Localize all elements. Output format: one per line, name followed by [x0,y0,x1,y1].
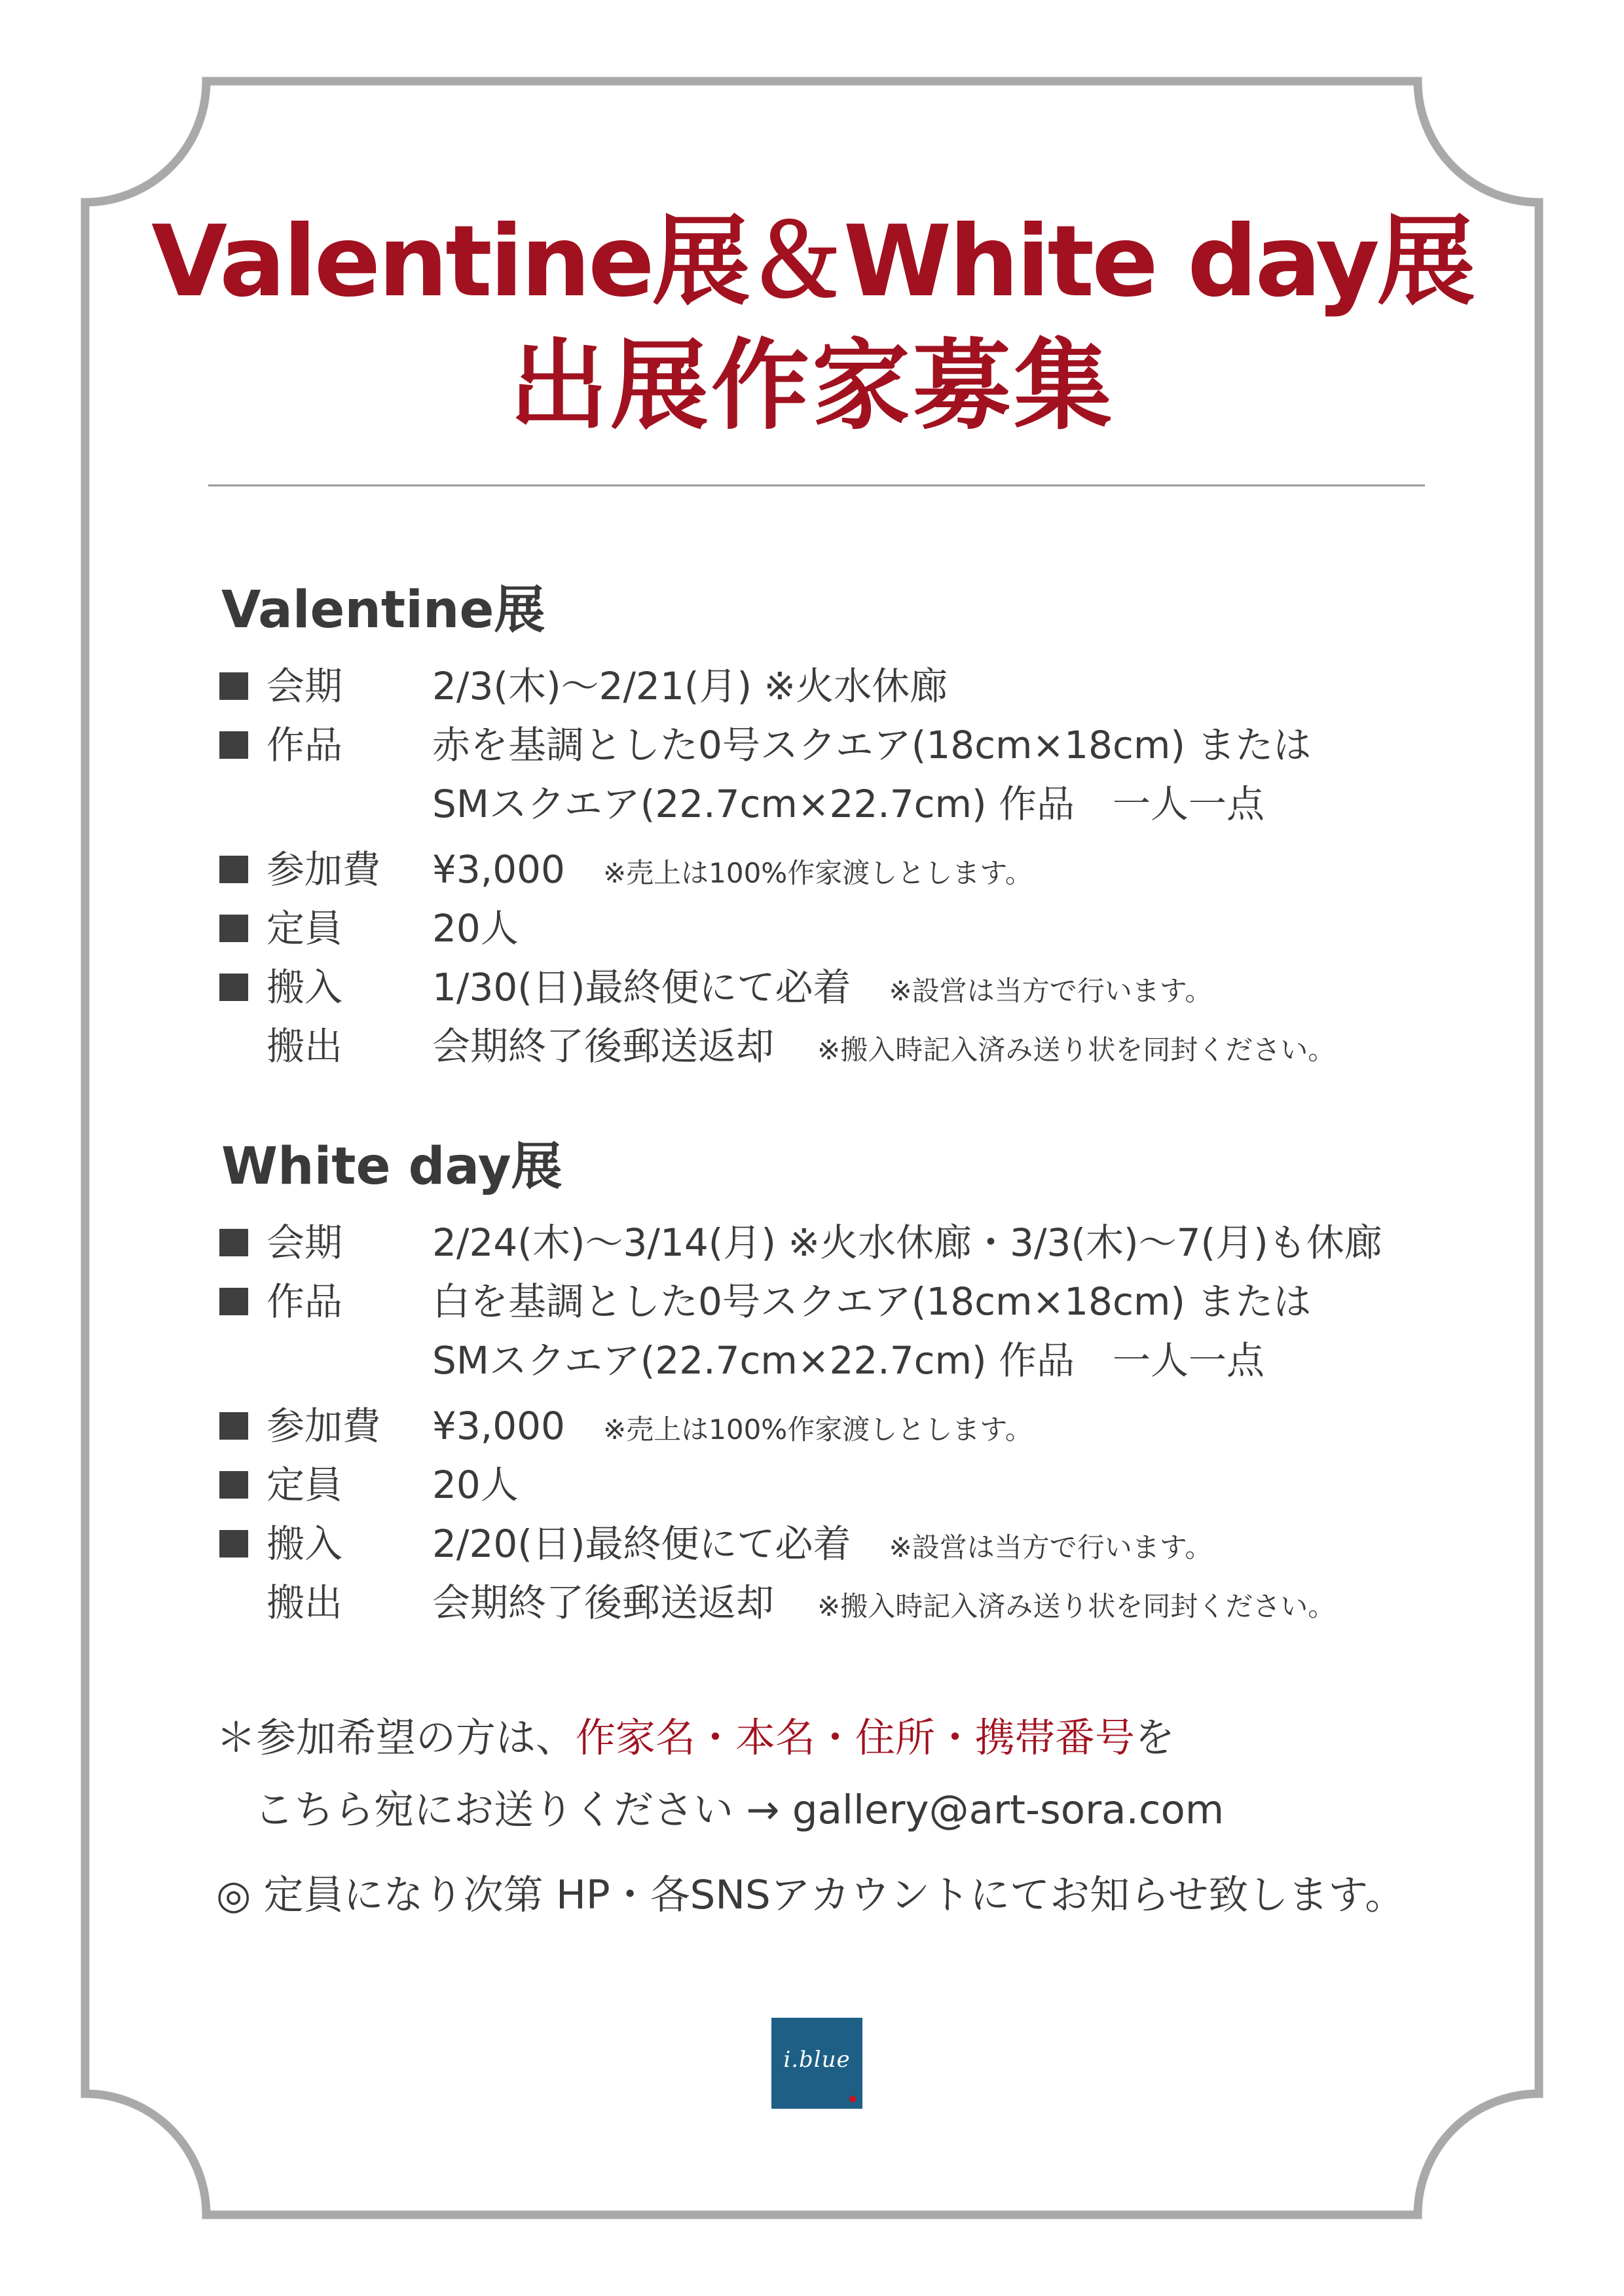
logo-dot-icon [849,2096,856,2102]
valentine-heading: Valentine展 [221,581,545,640]
page-subtitle: 出展作家募集 [509,329,1115,443]
works-label: 作品 [267,723,343,767]
bullet-square-icon [219,1229,248,1256]
period-label: 会期 [267,664,343,708]
bullet-square-icon [219,1471,248,1499]
return-value: 会期終了後郵送返却 [432,1024,775,1068]
gallery-logo [771,2018,862,2109]
return-label: 搬出 [267,1024,343,1068]
fee-value: ¥3,000 [432,847,565,892]
fee-note: ※売上は100%作家渡しとします。 [602,857,1033,889]
delivery-label: 搬入 [267,965,343,1010]
delivery-value: 1/30(日)最終便にて必着 [432,965,851,1010]
capacity-label: 定員 [267,906,343,951]
bullet-square-icon [219,731,248,759]
works-value-2: SMスクエア(22.7cm×22.7cm) 作品 一人一点 [432,1338,1265,1383]
works-value: 白を基調とした0号スクエア(18cm×18cm) または [432,1279,1312,1324]
whiteday-heading: White day展 [221,1137,563,1196]
works-value: 赤を基調とした0号スクエア(18cm×18cm) または [432,723,1312,767]
apply-email-line: こちら宛にお送りください → gallery@art-sora.com [254,1787,1225,1833]
delivery-note: ※設営は当方で行います。 [889,1531,1213,1563]
page-title: Valentine展＆White day展 [151,205,1473,319]
apply-prefix: ＊参加希望の方は、 [216,1715,576,1761]
return-note: ※搬入時記入済み送り状を同封ください。 [817,1590,1336,1622]
delivery-value: 2/20(日)最終便にて必着 [432,1522,851,1566]
delivery-note: ※設営は当方で行います。 [889,975,1213,1007]
logo-text: i.blue [783,2047,851,2073]
capacity-notice: ◎ 定員になり次第 HP・各SNSアカウントにてお知らせ致します。 [216,1872,1405,1918]
fee-value: ¥3,000 [432,1404,565,1448]
return-label: 搬出 [267,1580,343,1625]
period-value: 2/3(木)〜2/21(月) ※火水休廊 [432,664,948,708]
works-label: 作品 [267,1279,343,1324]
delivery-label: 搬入 [267,1522,343,1566]
bullet-square-icon [219,672,248,700]
capacity-label: 定員 [267,1463,343,1507]
capacity-value: 20人 [432,1463,519,1507]
period-label: 会期 [267,1220,343,1265]
bullet-square-icon [219,915,248,942]
apply-suffix: を [1135,1715,1175,1761]
works-value-2: SMスクエア(22.7cm×22.7cm) 作品 一人一点 [432,782,1265,826]
apply-instructions [216,1712,1175,1764]
fee-label: 参加費 [267,847,381,892]
divider [208,484,1425,486]
bullet-square-icon [219,1530,248,1558]
period-value: 2/24(木)〜3/14(月) ※火水休廊・3/3(木)〜7(月)も休廊 [432,1220,1382,1265]
bullet-square-icon [219,1412,248,1440]
fee-note: ※売上は100%作家渡しとします。 [602,1413,1033,1446]
bullet-square-icon [219,856,248,883]
capacity-value: 20人 [432,906,519,951]
return-value: 会期終了後郵送返却 [432,1580,775,1625]
return-note: ※搬入時記入済み送り状を同封ください。 [817,1034,1336,1066]
bullet-square-icon [219,1288,248,1315]
fee-label: 参加費 [267,1404,381,1448]
bullet-square-icon [219,974,248,1001]
apply-required-fields: 作家名・本名・住所・携帯番号 [576,1715,1135,1761]
